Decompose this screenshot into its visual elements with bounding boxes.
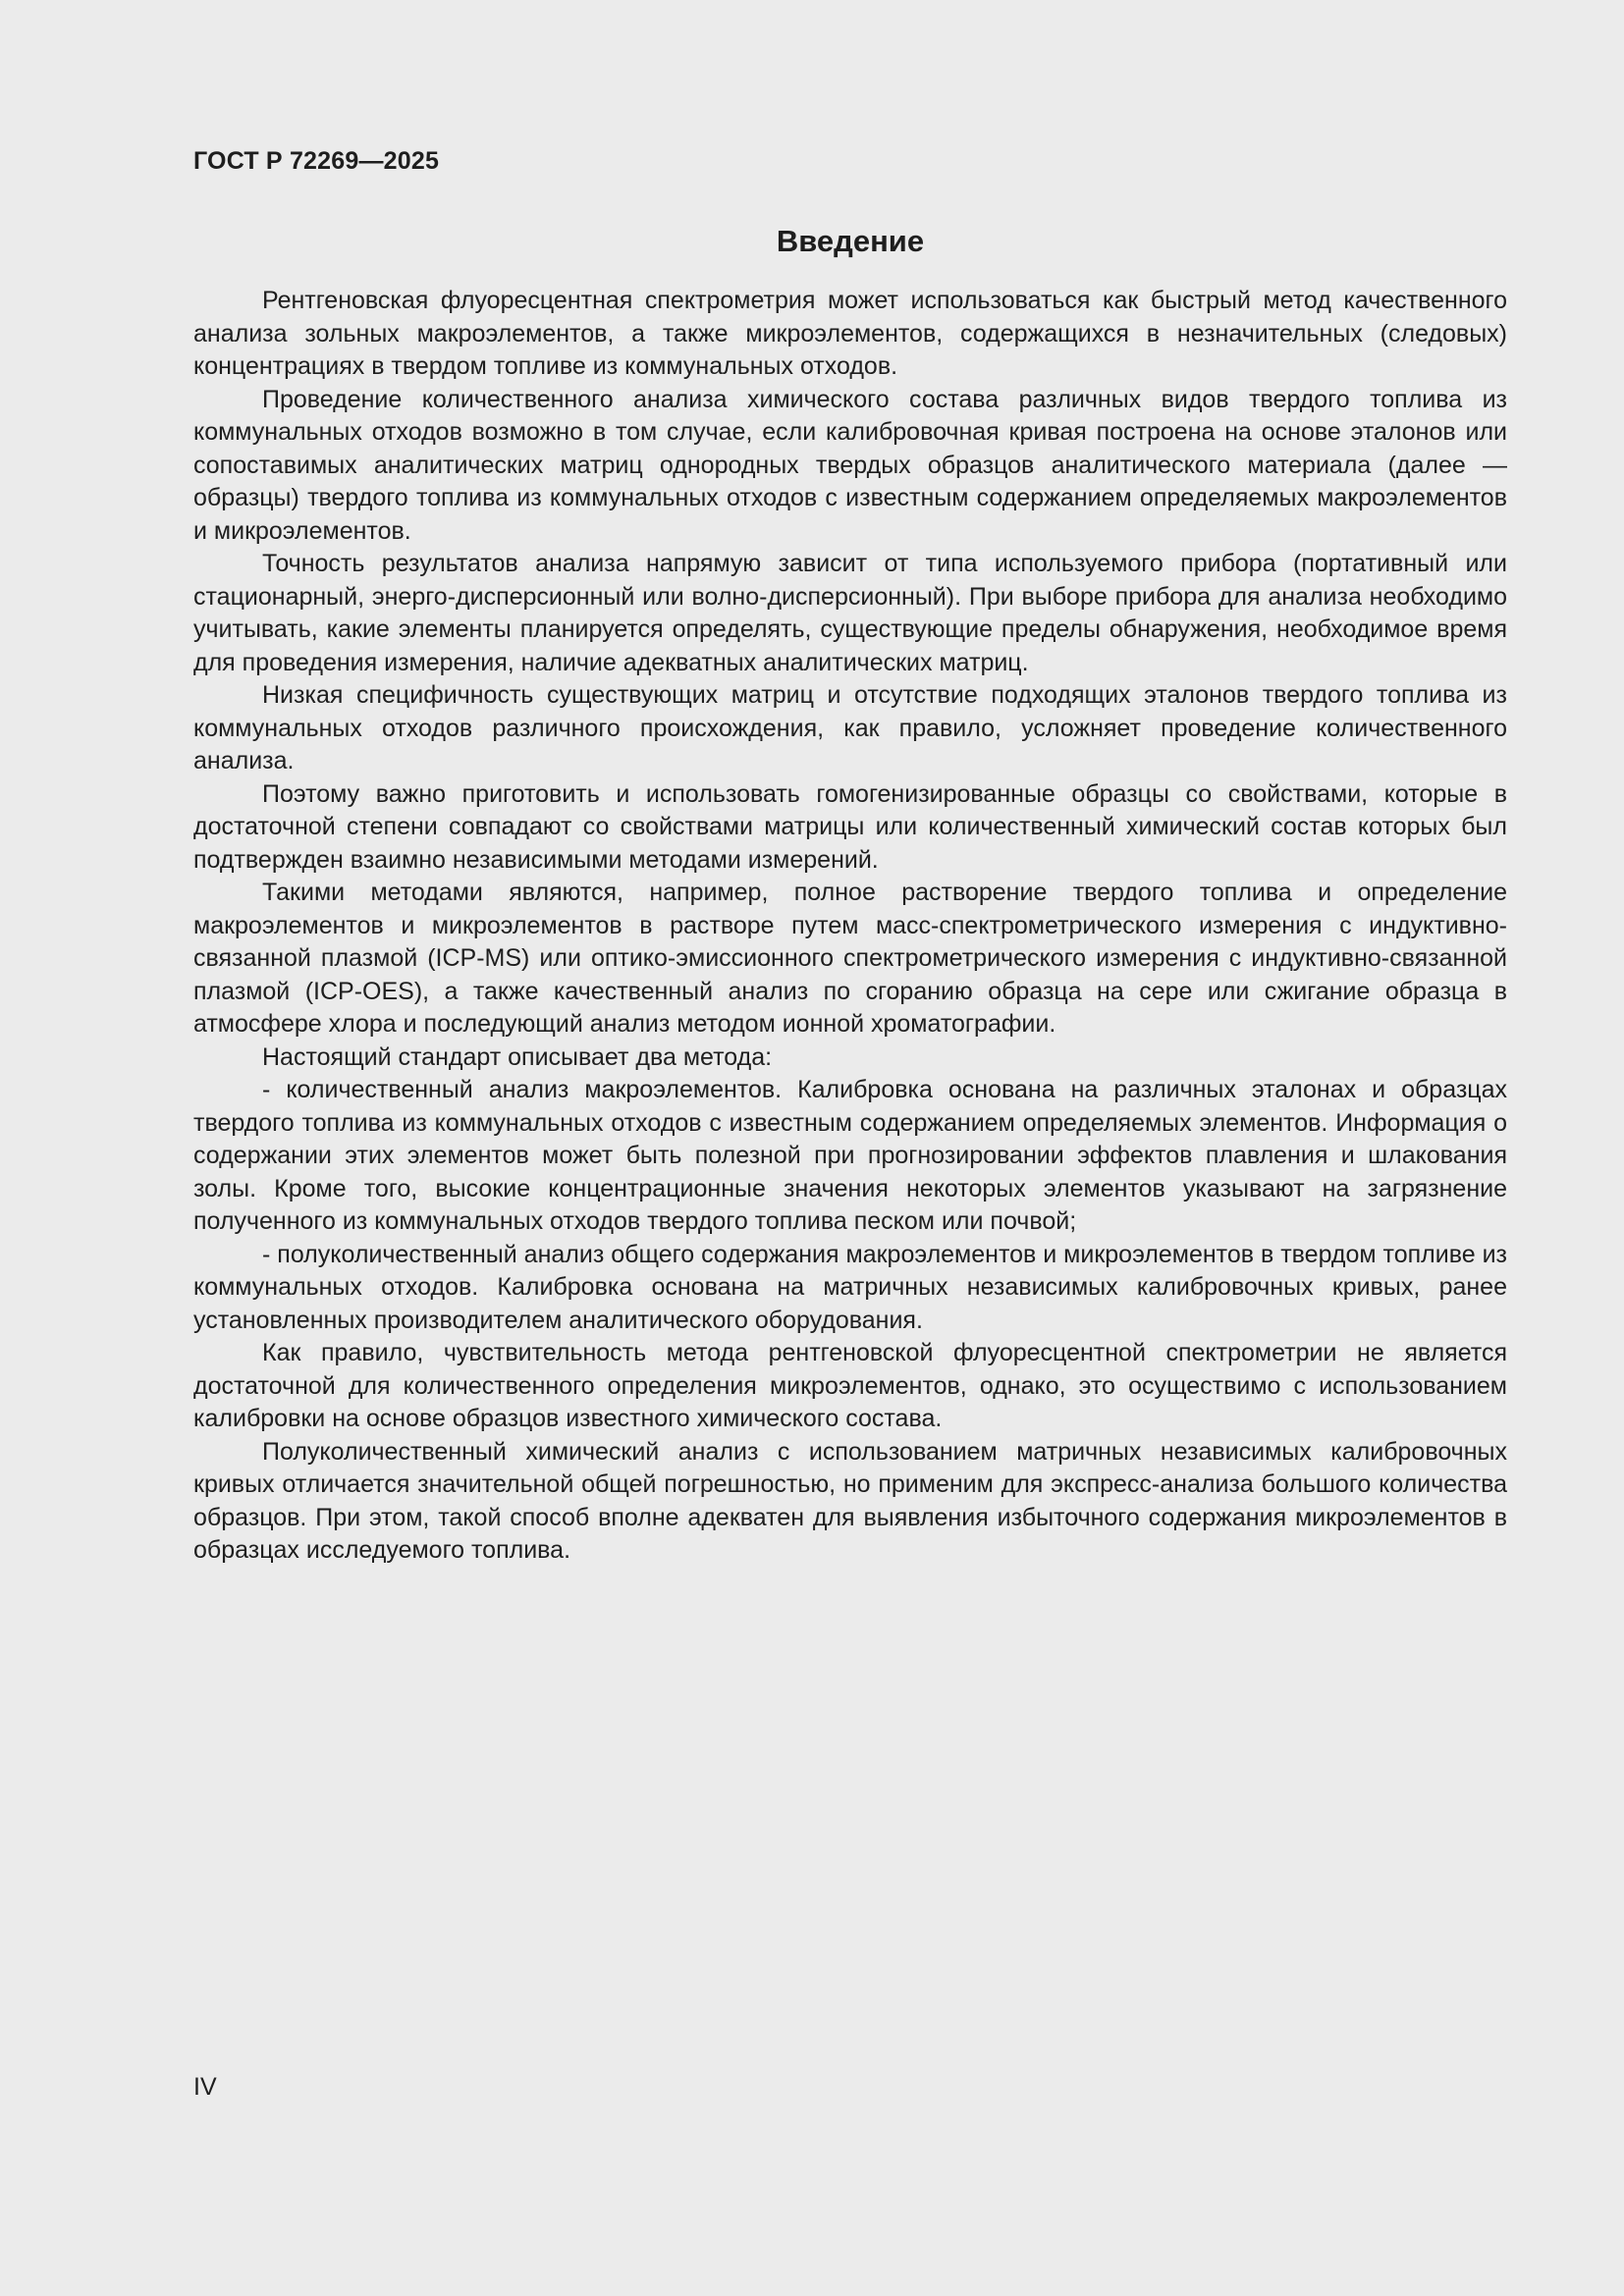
paragraph: Рентгеновская флуоресцентная спектрометрия может использоваться как быстрый метод качественного анализа зольных макроэлементов, а также микроэлементов, содержащихся в незначительных (следовых) концентрациях в твердом топливе из коммунальных отходов.	[193, 287, 1507, 380]
page-number: IV	[193, 2073, 217, 2101]
paragraph: Низкая специфичность существующих матриц и отсутствие подходящих эталонов твердого топлива из коммунальных отходов различного происхождения, как правило, усложняет проведение количественного анализа.	[193, 681, 1507, 774]
section-title: Введение	[776, 224, 925, 258]
list-item: - количественный анализ макроэлементов. Калибровка основана на различных эталонах и образцах твердого топлива из коммунальных отходов с известным содержанием определяемых элементов. Информация о содержании этих элементов может быть полезной при прогнозировании эффектов плавления и шлакования золы. Кроме того, высокие концентрационные значения некоторых элементов указывают на загрязнение полученного из коммунальных отходов твердого топлива песком или почвой;	[193, 1076, 1507, 1235]
list-item: - полуколичественный анализ общего содержания макроэлементов и микроэлементов в твердом топливе из коммунальных отходов. Калибровка основана на матричных независимых калибровочных кривых, ранее установленных производителем аналитического оборудования.	[193, 1240, 1507, 1334]
paragraph: Как правило, чувствительность метода рентгеновской флуоресцентной спектрометрии не является достаточной для количественного определения микроэлементов, однако, это осуществимо с использованием калибровки на основе образцов известного химического состава.	[193, 1339, 1507, 1432]
paragraph: Такими методами являются, например, полное растворение твердого топлива и определение макроэлементов и микроэлементов в растворе путем масс-спектрометрического измерения с индуктивно-связанной плазмой (ICP-MS) или оптико-эмиссионного спектрометрического измерения с индуктивно-связанной плазмой (ICP-OES), а также качественный анализ по сгоранию образца на сере или сжигание образца в атмосфере хлора и последующий анализ методом ионной хроматографии.	[193, 879, 1507, 1038]
paragraph: Полуколичественный химический анализ с использованием матричных независимых калибровочных кривых отличается значительной общей погрешностью, но применим для экспресс-анализа большого количества образцов. При этом, такой способ вполне адекватен для выявления избыточного содержания микроэлементов в образцах исследуемого топлива.	[193, 1437, 1507, 1564]
paragraph: Поэтому важно приготовить и использовать гомогенизированные образцы со свойствами, которые в достаточной степени совпадают со свойствами матрицы или количественный химический состав которых был подтвержден взаимно независимыми методами измерений.	[193, 779, 1507, 874]
document-header-standard-id: ГОСТ Р 72269—2025	[193, 147, 440, 175]
paragraph: Настоящий стандарт описывает два метода:	[262, 1042, 773, 1071]
paragraph: Проведение количественного анализа химического состава различных видов твердого топлива из коммунальных отходов возможно в том случае, если калибровочная кривая построена на основе эталонов или сопоставимых аналитических матриц однородных твердых образцов аналитического материала (далее — образцы) твердого топлива из коммунальных отходов с известным содержанием определяемых макроэлементов и микроэлементов.	[193, 385, 1507, 545]
document-body	[193, 285, 1507, 1568]
paragraph: Точность результатов анализа напрямую зависит от типа используемого прибора (портативный или стационарный, энерго-дисперсионный или волно-дисперсионный). При выборе прибора для анализа необходимо учитывать, какие элементы планируется определять, существующие пределы обнаружения, необходимое время для проведения измерения, наличие адекватных аналитических матриц.	[193, 550, 1507, 676]
